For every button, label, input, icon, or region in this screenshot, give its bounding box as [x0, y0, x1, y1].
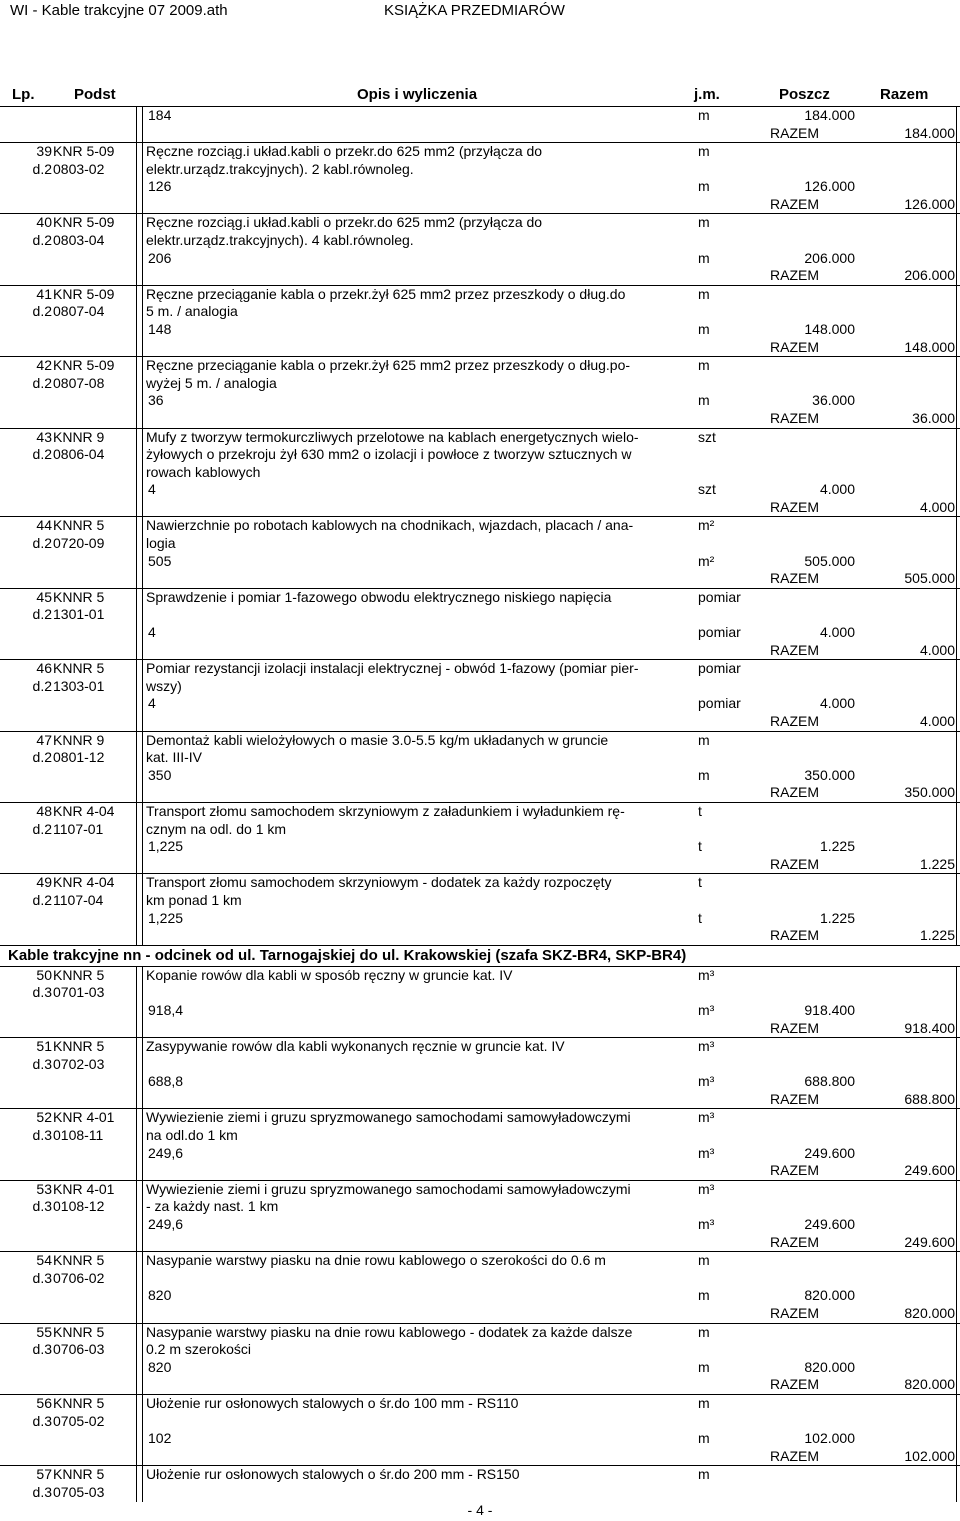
basis-code: KNNR 5: [53, 1038, 105, 1055]
razem-label: RAZEM: [770, 498, 819, 515]
razem-value: 688.800: [904, 1090, 955, 1107]
entry-49: [0, 873, 960, 944]
entry-50: [0, 966, 960, 1037]
basis-code: KNNR 5: [53, 1323, 105, 1340]
qty: 249,6: [148, 1216, 184, 1233]
unit: m: [698, 285, 710, 302]
razem-label: RAZEM: [770, 855, 819, 872]
description-line: na odl.do 1 km: [146, 1127, 238, 1144]
unit: t: [698, 874, 702, 891]
description-line: Nasypanie warstwy piasku na dnie rowu kablowego - dodatek za każde dalsze: [146, 1323, 633, 1340]
description-line: Sprawdzenie i pomiar 1-fazowego obwodu elektrycznego niskiego napięcia: [146, 588, 612, 605]
basis-number: 0701-03: [53, 984, 105, 1001]
item-number: 54: [36, 1252, 52, 1269]
col-podst: Podst: [74, 86, 116, 103]
item-number: 42: [36, 357, 52, 374]
item-sub: d.2: [32, 891, 52, 908]
qty-value: 1.225: [819, 838, 855, 855]
razem-label: RAZEM: [770, 784, 819, 801]
page-header: [0, 2, 960, 24]
section-heading: Kable trakcyjne nn - odcinek od ul. Tarnogajskiej do ul. Krakowskiej (szafa SKZ-BR4, SKP-BR4): [0, 945, 960, 966]
basis-number: 1301-01: [53, 606, 105, 623]
basis-code: KNNR 5: [53, 1394, 105, 1411]
basis-number: 0705-03: [53, 1483, 105, 1500]
razem-value: 820.000: [904, 1376, 955, 1393]
basis-number: 0705-02: [53, 1412, 105, 1429]
item-number: 47: [36, 731, 52, 748]
basis-number: 0803-04: [53, 231, 105, 248]
description-line: Ułożenie rur osłonowych stalowych o śr.do 100 mm - RS110: [146, 1394, 519, 1411]
basis-number: 0807-04: [53, 303, 105, 320]
item-number: 43: [36, 428, 52, 445]
description-line: logia: [146, 535, 176, 552]
description-line: żyłowych o przekroju żył 630 mm2 o izolacji i powłoce z tworzyw sztucznych w: [146, 446, 632, 463]
qty-unit: m: [698, 1430, 710, 1447]
description-line: Ręczne przeciąganie kabla o przekr.żył 625 mm2 przez przeszkody o dług.do: [146, 285, 626, 302]
item-sub: d.3: [32, 1269, 52, 1286]
item-sub: d.2: [32, 160, 52, 177]
basis-code: KNR 4-01: [53, 1180, 115, 1197]
description-line: elektr.urządz.trakcyjnych). 4 kabl.równoleg.: [146, 231, 414, 248]
item-sub: d.2: [32, 374, 52, 391]
qty: 820: [148, 1358, 172, 1375]
razem-value: 4.000: [919, 641, 955, 658]
unit: m: [698, 731, 710, 748]
basis-number: 0806-04: [53, 446, 105, 463]
qty-unit: m: [698, 1358, 710, 1375]
item-number: 52: [36, 1109, 52, 1126]
column-headers: [0, 86, 960, 106]
basis-code: KNNR 5: [53, 588, 105, 605]
qty-unit: m: [698, 249, 710, 266]
qty-value: 206.000: [804, 249, 855, 266]
qty-value: 4.000: [819, 695, 855, 712]
description-line: 0.2 m szerokości: [146, 1341, 252, 1358]
qty-value: 36.000: [812, 392, 855, 409]
unit: m³: [698, 1109, 715, 1126]
item-number: 41: [36, 285, 52, 302]
description-line: Wywiezienie ziemi i gruzu spryzmowanego samochodami samowyładowczymi: [146, 1180, 631, 1197]
razem-label: RAZEM: [770, 338, 819, 355]
razem-label: RAZEM: [770, 1162, 819, 1179]
item-number: 56: [36, 1394, 52, 1411]
item-number: 49: [36, 874, 52, 891]
razem-value: 206.000: [904, 267, 955, 284]
item-sub: d.2: [32, 677, 52, 694]
unit: m: [698, 1323, 710, 1340]
qty-unit: szt: [698, 481, 716, 498]
description-line: Kopanie rowów dla kabli w sposób ręczny w gruncie kat. IV: [146, 966, 513, 983]
razem-label: RAZEM: [770, 570, 819, 587]
basis-code: KNNR 9: [53, 428, 105, 445]
razem-label: RAZEM: [770, 1019, 819, 1036]
razem-value: 148.000: [904, 338, 955, 355]
qty: 688,8: [148, 1073, 184, 1090]
basis-number: 0108-11: [53, 1127, 104, 1144]
description-line: 5 m. / analogia: [146, 303, 238, 320]
qty: 350: [148, 766, 172, 783]
razem-label: RAZEM: [770, 1090, 819, 1107]
razem-value: 126.000: [904, 195, 955, 212]
qty-unit: m: [698, 320, 710, 337]
qty-value: 249.600: [804, 1216, 855, 1233]
basis-code: KNR 5-09: [53, 143, 115, 159]
qty-unit: m: [698, 1287, 710, 1304]
razem-label: RAZEM: [770, 1233, 819, 1250]
razem-label: RAZEM: [770, 1447, 819, 1464]
qty-unit: m³: [698, 1216, 715, 1233]
entry-53: [0, 1180, 960, 1251]
qty-unit: m: [698, 178, 710, 195]
item-sub: d.2: [32, 303, 52, 320]
entry-41: [0, 285, 960, 356]
item-number: 53: [36, 1180, 52, 1197]
basis-number: 0803-02: [53, 160, 105, 177]
qty-value: 1.225: [819, 909, 855, 926]
qty: 1,225: [148, 838, 184, 855]
entry-51: [0, 1037, 960, 1108]
entry-55: [0, 1323, 960, 1394]
item-sub: d.3: [32, 1412, 52, 1429]
razem-value: 102.000: [904, 1447, 955, 1464]
item-sub: d.3: [32, 1483, 52, 1500]
item-number: 44: [36, 517, 52, 534]
basis-number: 0801-12: [53, 749, 105, 766]
basis-code: KNR 4-04: [53, 802, 115, 819]
razem-label: RAZEM: [770, 195, 819, 212]
col-poszcz: Poszcz: [779, 86, 830, 103]
basis-code: KNNR 5: [53, 1252, 105, 1269]
qty-value: 688.800: [804, 1073, 855, 1090]
col-lp: Lp.: [12, 86, 35, 103]
description-line: Ręczne przeciąganie kabla o przekr.żył 625 mm2 przez przeszkody o dług.po-: [146, 357, 631, 374]
basis-number: 0108-12: [53, 1198, 105, 1215]
qty-value: 820.000: [804, 1287, 855, 1304]
qty-unit: m: [698, 392, 710, 409]
razem-value: 249.600: [904, 1233, 955, 1250]
basis-code: KNNR 5: [53, 1466, 105, 1483]
qty: 126: [148, 178, 172, 195]
qty-value: 4.000: [819, 624, 855, 641]
qty-unit: m³: [698, 1001, 715, 1018]
item-number: 57: [36, 1466, 52, 1483]
qty: 918,4: [148, 1001, 184, 1018]
basis-code: KNR 5-09: [53, 285, 115, 302]
item-number: 51: [36, 1038, 52, 1055]
unit: m: [698, 357, 710, 374]
qty-value: 4.000: [819, 481, 855, 498]
basis-number: 0720-09: [53, 535, 105, 552]
entry-44: [0, 516, 960, 587]
entry-48: [0, 802, 960, 873]
razem-value: 820.000: [904, 1305, 955, 1321]
qty: 36: [148, 392, 164, 409]
description-line: wszy): [146, 677, 182, 694]
qty-unit: pomiar: [698, 695, 741, 712]
entry-52: [0, 1108, 960, 1179]
basis-number: 0706-03: [53, 1341, 105, 1358]
razem-label: RAZEM: [770, 713, 819, 729]
description-line: - za każdy nast. 1 km: [146, 1198, 279, 1215]
unit: m: [698, 1466, 710, 1483]
qty-unit: t: [698, 838, 702, 855]
qty: 206: [148, 249, 172, 266]
item-sub: d.2: [32, 606, 52, 623]
basis-number: 1303-01: [53, 677, 105, 694]
item-sub: d.2: [32, 446, 52, 463]
description-line: Transport złomu samochodem skrzyniowym z załadunkiem i wyładunkiem rę-: [146, 802, 625, 819]
unit: m³: [698, 1180, 715, 1197]
qty-value: 820.000: [804, 1358, 855, 1375]
razem-value: 249.600: [904, 1162, 955, 1179]
unit: m²: [698, 517, 715, 534]
basis-number: 0807-08: [53, 374, 105, 391]
razem-value: 4.000: [919, 498, 955, 515]
razem-value: 505.000: [904, 570, 955, 587]
description-line: wyżej 5 m. / analogia: [146, 374, 277, 391]
entry-46: [0, 659, 960, 730]
qty: 148: [148, 320, 172, 337]
basis-code: KNR 5-09: [53, 214, 115, 231]
description-line: elektr.urządz.trakcyjnych). 2 kabl.równoleg.: [146, 160, 414, 177]
item-number: 39: [36, 143, 52, 159]
qty-value: 249.600: [804, 1144, 855, 1161]
razem-label: RAZEM: [770, 641, 819, 658]
basis-code: KNR 4-01: [53, 1109, 115, 1126]
qty-unit: t: [698, 909, 702, 926]
description-line: Nawierzchnie po robotach kablowych na chodnikach, wjazdach, placach / ana-: [146, 517, 634, 534]
razem-label: RAZEM: [770, 409, 819, 426]
basis-code: KNNR 5: [53, 517, 105, 534]
description-line: Nasypanie warstwy piasku na dnie rowu kablowego o szerokości do 0.6 m: [146, 1252, 606, 1269]
razem-label: RAZEM: [770, 124, 819, 141]
unit: pomiar: [698, 660, 741, 677]
razem-value: 1.225: [919, 927, 955, 944]
item-sub: d.3: [32, 1127, 52, 1144]
entry-47: [0, 731, 960, 802]
basis-number: 0702-03: [53, 1055, 105, 1072]
unit: m³: [698, 966, 715, 983]
qty-unit: m²: [698, 552, 715, 569]
item-number: 55: [36, 1323, 52, 1340]
description-line: km ponad 1 km: [146, 891, 242, 908]
qty-unit: pomiar: [698, 624, 741, 641]
col-opis: Opis i wyliczenia: [357, 86, 478, 103]
description-line: Ułożenie rur osłonowych stalowych o śr.do 200 mm - RS150: [146, 1466, 520, 1483]
basis-code: KNNR 5: [53, 966, 105, 983]
razem-value: 184.000: [904, 124, 955, 141]
description-line: Zasypywanie rowów dla kabli wykonanych ręcznie w gruncie kat. IV: [146, 1038, 565, 1055]
qty-value: 148.000: [804, 320, 855, 337]
qty-unit: m³: [698, 1073, 715, 1090]
qty-value: 184.000: [804, 107, 855, 123]
unit: m: [698, 1252, 710, 1269]
qty: 1,225: [148, 909, 184, 926]
unit: m: [698, 214, 710, 231]
item-sub: d.3: [32, 1341, 52, 1358]
item-number: 45: [36, 588, 52, 605]
qty: 4: [148, 695, 156, 712]
description-line: Pomiar rezystancji izolacji instalacji elektrycznej - obwód 1-fazowy (pomiar pier-: [146, 660, 639, 677]
col-jm: j.m.: [694, 86, 720, 103]
qty: 820: [148, 1287, 172, 1304]
description-line: Demontaż kabli wielożyłowych o masie 3.0-5.5 kg/m układanych w gruncie: [146, 731, 609, 748]
item-sub: d.2: [32, 820, 52, 837]
entry-43: [0, 428, 960, 517]
item-sub: d.2: [32, 231, 52, 248]
basis-number: 0706-02: [53, 1269, 105, 1286]
entry-54: [0, 1251, 960, 1322]
basis-number: 1107-04: [53, 891, 104, 908]
entry-39: [0, 142, 960, 213]
description-line: Ręczne rozciąg.i układ.kabli o przekr.do 625 mm2 (przyłącza do: [146, 214, 543, 231]
unit: szt: [698, 428, 716, 445]
entries-table: [0, 106, 960, 1502]
qty: 505: [148, 552, 172, 569]
item-number: 48: [36, 802, 52, 819]
qty-value: 102.000: [804, 1430, 855, 1447]
basis-number: 1107-01: [53, 820, 104, 837]
qty: 184: [148, 107, 172, 123]
item-number: 46: [36, 660, 52, 677]
qty-value: 505.000: [804, 552, 855, 569]
description-line: Wywiezienie ziemi i gruzu spryzmowanego samochodami samowyładowczymi: [146, 1109, 631, 1126]
item-sub: d.3: [32, 1055, 52, 1072]
page-number: - 4 -: [467, 1502, 493, 1518]
razem-value: 36.000: [912, 409, 955, 426]
unit: pomiar: [698, 588, 741, 605]
item-sub: d.3: [32, 1198, 52, 1215]
qty-value: 350.000: [804, 766, 855, 783]
qty-unit: m: [698, 107, 710, 123]
description-line: kat. III-IV: [146, 749, 203, 766]
unit: m: [698, 143, 710, 159]
description-line: rowach kablowych: [146, 463, 261, 480]
qty: 4: [148, 481, 156, 498]
qty: 102: [148, 1430, 172, 1447]
basis-code: KNR 5-09: [53, 357, 115, 374]
razem-value: 350.000: [904, 784, 955, 801]
description-line: cznym na odl. do 1 km: [146, 820, 287, 837]
razem-value: 4.000: [919, 713, 955, 729]
file-name: WI - Kable trakcyjne 07 2009.ath: [10, 2, 228, 19]
qty: 4: [148, 624, 156, 641]
razem-label: RAZEM: [770, 267, 819, 284]
razem-label: RAZEM: [770, 927, 819, 944]
item-sub: d.2: [32, 749, 52, 766]
razem-value: 918.400: [904, 1019, 955, 1036]
document-title: KSIĄŻKA PRZEDMIARÓW: [384, 2, 565, 19]
razem-value: 1.225: [919, 855, 955, 872]
entry-42: [0, 356, 960, 427]
item-number: 40: [36, 214, 52, 231]
description-line: Ręczne rozciąg.i układ.kabli o przekr.do 625 mm2 (przyłącza do: [146, 143, 543, 159]
entry-45: [0, 588, 960, 659]
col-razem: Razem: [880, 86, 929, 103]
carry-row: [0, 106, 960, 142]
qty-value: 918.400: [804, 1001, 855, 1018]
unit: m³: [698, 1038, 715, 1055]
item-sub: d.2: [32, 535, 52, 552]
entry-56: [0, 1394, 960, 1465]
entry-57: [0, 1465, 960, 1501]
unit: t: [698, 802, 702, 819]
razem-label: RAZEM: [770, 1305, 819, 1321]
unit: m: [698, 1394, 710, 1411]
entry-40: [0, 213, 960, 284]
description-line: Transport złomu samochodem skrzyniowym - dodatek za każdy rozpoczęty: [146, 874, 612, 891]
item-number: 50: [36, 966, 52, 983]
qty-unit: m³: [698, 1144, 715, 1161]
qty: 249,6: [148, 1144, 184, 1161]
qty-value: 126.000: [804, 178, 855, 195]
basis-code: KNR 4-04: [53, 874, 115, 891]
basis-code: KNNR 5: [53, 660, 105, 677]
qty-unit: m: [698, 766, 710, 783]
description-line: Mufy z tworzyw termokurczliwych przelotowe na kablach energetycznych wielo-: [146, 428, 639, 445]
item-sub: d.3: [32, 984, 52, 1001]
basis-code: KNNR 9: [53, 731, 105, 748]
razem-label: RAZEM: [770, 1376, 819, 1393]
